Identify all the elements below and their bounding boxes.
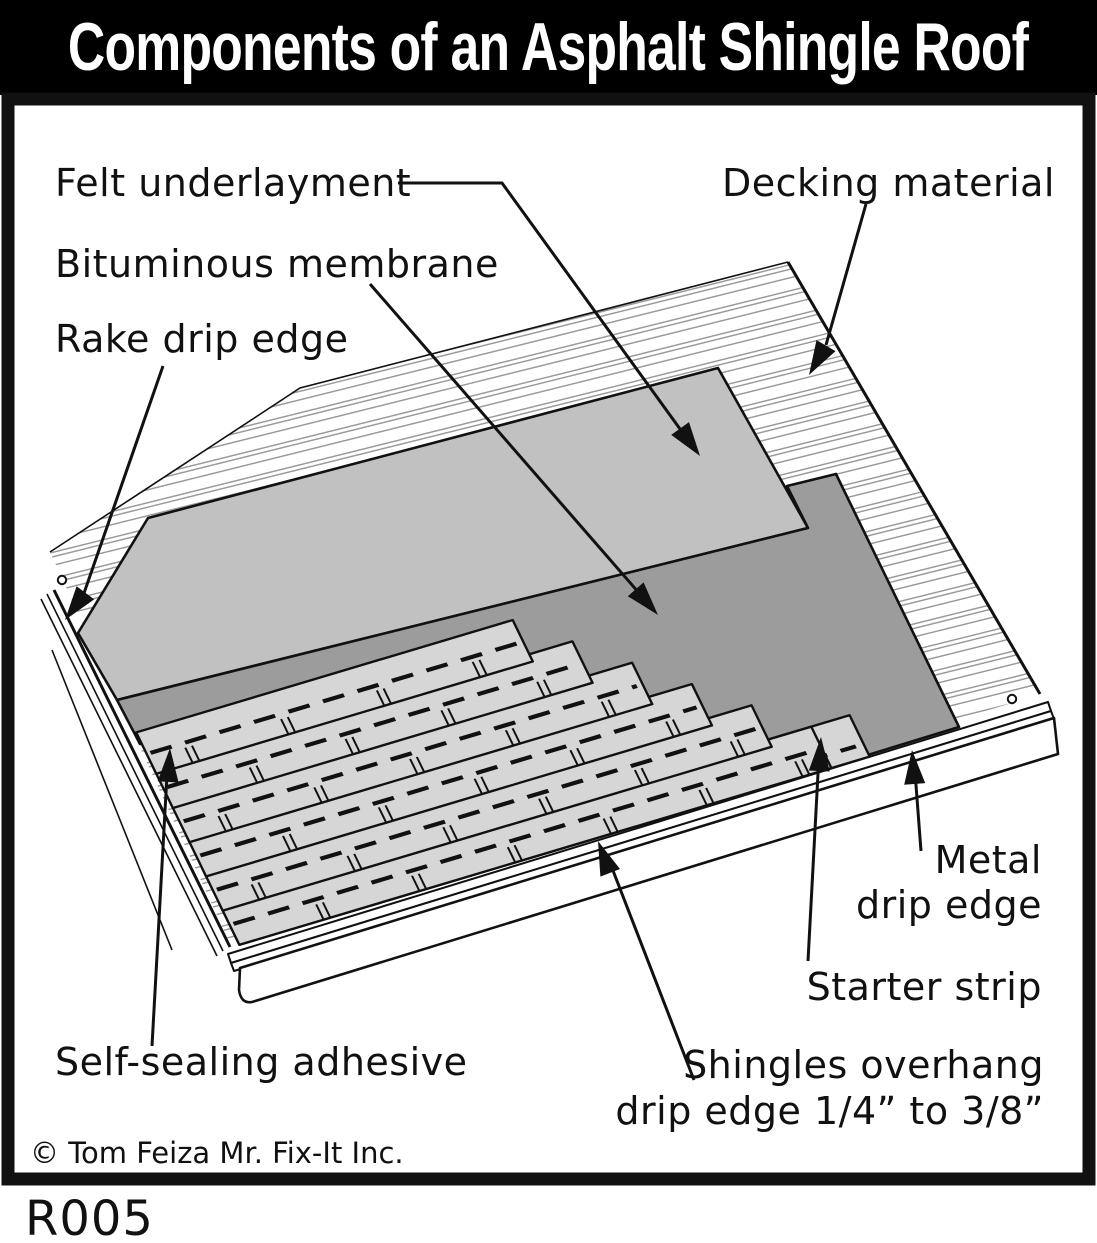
page-title: Components of an Asphalt Shingle Roof (67, 8, 1029, 85)
label-bituminous-membrane: Bituminous membrane (55, 242, 499, 286)
leader-starter-strip (808, 737, 830, 961)
eave-nail (1008, 695, 1016, 703)
label-self-sealing-adhesive: Self-sealing adhesive (55, 1040, 468, 1084)
label-decking-material: Decking material (722, 161, 1055, 205)
label-starter-strip: Starter strip (806, 965, 1042, 1009)
label-rake-drip-edge: Rake drip edge (55, 317, 349, 361)
copyright-text: © Tom Feiza Mr. Fix-It Inc. (30, 1136, 404, 1170)
label-metal-drip-edge-1: Metal (934, 838, 1042, 882)
label-felt-underlayment: Felt underlayment (55, 161, 412, 205)
label-shingles-overhang-1: Shingles overhang (683, 1043, 1044, 1087)
diagram-code: R005 (25, 1191, 154, 1243)
label-metal-drip-edge-2: drip edge (855, 883, 1042, 927)
label-shingles-overhang-2: drip edge 1/4” to 3/8” (615, 1089, 1044, 1133)
rake-nail (58, 576, 66, 584)
